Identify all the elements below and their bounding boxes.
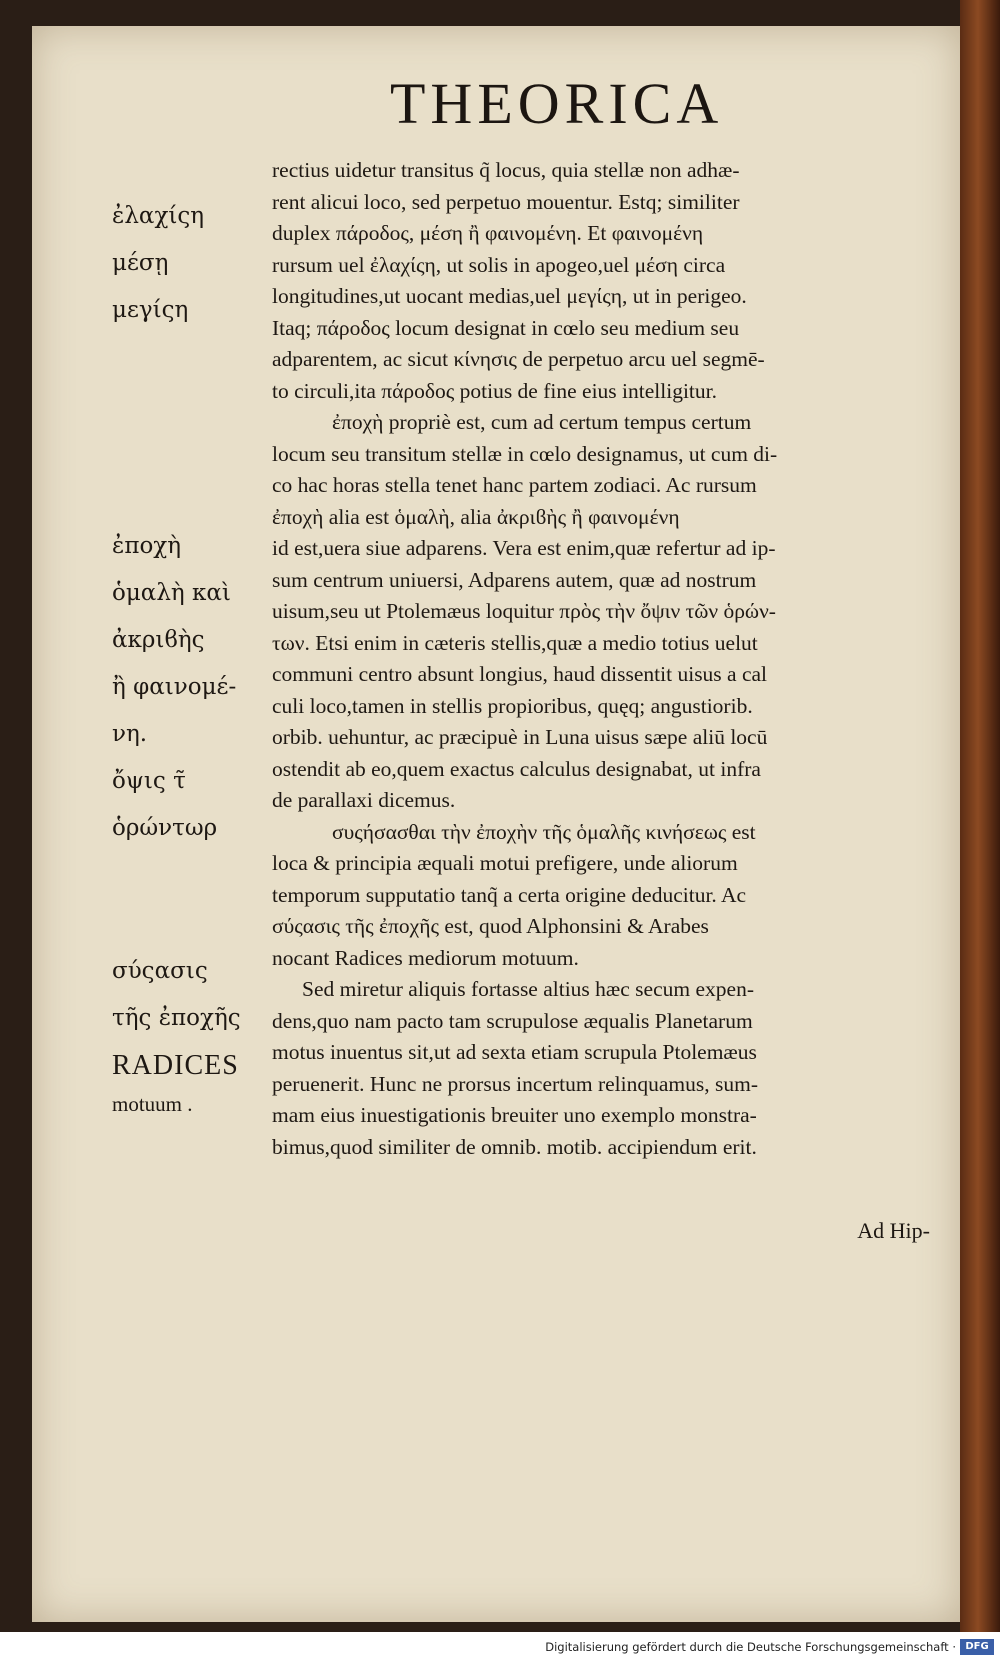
text-line: loca & principia æquali motui prefigere, unde aliorum xyxy=(272,851,738,875)
margin-note-line: ἀκριϐὴς xyxy=(112,627,205,653)
margin-note-line: νη. xyxy=(112,721,148,747)
text-line: uisum,seu ut Ptolemæus loquitur πρὸς τὴν ὄψιν τῶν ὁρών- xyxy=(272,599,776,623)
text-line: σύςασις τῆς ἐποχῆς est, quod Alphonsini & Arabes xyxy=(272,914,709,938)
running-head: THEORICA xyxy=(390,71,724,136)
book-spine xyxy=(960,0,1000,1632)
text-line: mam eius inuestigationis breuiter uno exemplo monstra- xyxy=(272,1103,757,1127)
margin-note-line: ἢ φαινομέ- xyxy=(112,674,237,700)
margin-note-line: RADICES xyxy=(112,1050,239,1081)
text-line: συςήσασθαι τὴν ἐποχὴν τῆς ὁμαλῆς κινήσεως est xyxy=(332,819,756,844)
text-line: longitudines,ut uocant medias,uel μεγίςη, ut in perigeo. xyxy=(272,284,747,308)
margin-note-line: μέσῃ xyxy=(112,250,169,276)
margin-note-line: ὁμαλὴ καὶ xyxy=(112,580,231,606)
margin-note-line: σύςασις xyxy=(112,958,208,984)
text-line: id est,uera siue adparens. Vera est enim,quæ refertur ad ip- xyxy=(272,536,776,560)
text-line: co hac horas stella tenet hanc partem zodiaci. Ac rursum xyxy=(272,473,757,497)
text-line: nocant Radices mediorum motuum. xyxy=(272,945,579,970)
dfg-logo: DFG xyxy=(960,1639,994,1655)
text-line: communi centro absunt longius, haud dissentit uisus a cal xyxy=(272,662,768,686)
text-line: rectius uidetur transitus q̃ locus, quia stellæ non adhæ- xyxy=(272,158,740,182)
text-line: duplex πάροδος, μέση ἢ φαινομένη. Et φαινομένη xyxy=(272,221,704,245)
text-line: sum centrum uniuersi, Adparens autem, quæ ad nostrum xyxy=(272,567,757,592)
text-line: Itaq; πάροδος locum designat in cœlo seu medium seu xyxy=(272,315,740,340)
text-line: ἐποχὴ alia est ὁμαλὴ, alia ἀκριϐὴς ἢ φαινομένη xyxy=(272,504,680,529)
text-line: temporum supputatio tanq̃ a certa origine deducitur. Ac xyxy=(272,882,747,907)
body-text xyxy=(272,155,927,1163)
text-line: peruenerit. Hunc ne prorsus incertum relinquamus, sum- xyxy=(272,1071,759,1096)
text-line: ἐποχὴ propriè est, cum ad certum tempus certum xyxy=(332,410,752,434)
margin-note-2 xyxy=(112,523,272,852)
margin-note-line: τῆς ἐποχῆς xyxy=(112,1005,241,1031)
margin-note-line: ὄψις τ̃ xyxy=(112,768,186,794)
margin-note-line: ὁρώντωρ xyxy=(112,815,218,841)
margin-note-line: motuum . xyxy=(112,1092,193,1116)
margin-note-1 xyxy=(112,193,272,334)
text-line: rursum uel ἐλαχίςη, ut solis in apogeo,uel μέση circa xyxy=(272,252,726,277)
text-line: de parallaxi dicemus. xyxy=(272,788,456,812)
text-line: adparentem, ac sicut κίνησις de perpetuo arcu uel segmē- xyxy=(272,347,765,371)
text-line: orbib. uehuntur, ac præcipuè in Luna uisus sæpe aliū locū xyxy=(272,725,768,749)
margin-note-line: ἐποχὴ xyxy=(112,533,182,559)
text-line: motus inuentus sit,ut ad sexta etiam scrupula Ptolemæus xyxy=(272,1040,757,1064)
text-line: των. Etsi enim in cæteris stellis,quæ a medio totius uelut xyxy=(272,630,758,655)
text-line: culi loco,tamen in stellis propioribus, quęq; angustiorib. xyxy=(272,693,753,718)
footer-bar xyxy=(0,1632,1000,1666)
catchword: Ad Hip- xyxy=(857,1218,930,1243)
text-line: dens,quo nam pacto tam scrupulose æqualis Planetarum xyxy=(272,1008,753,1033)
margin-note-3 xyxy=(112,948,272,1119)
text-line: Sed miretur aliquis fortasse altius hæc secum expen- xyxy=(302,977,754,1001)
text-line: rent alicui loco, sed perpetuo mouentur. Estq; similiter xyxy=(272,189,740,214)
text-line: locum seu transitum stellæ in cœlo designamus, ut cum di- xyxy=(272,441,778,466)
margin-note-line: ἐλαχίςη xyxy=(112,203,205,229)
funding-credit: Digitalisierung gefördert durch die Deutsche Forschungsgemeinschaft · xyxy=(545,1640,956,1654)
text-line: ostendit ab eo,quem exactus calculus designabat, ut infra xyxy=(272,756,761,781)
margin-note-line: μεγίςη xyxy=(112,297,189,323)
text-line: to circuli,ita πάροδος potius de fine eius intelligitur. xyxy=(272,378,717,403)
text-line: bimus,quod similiter de omnib. motib. accipiendum erit. xyxy=(272,1134,757,1159)
